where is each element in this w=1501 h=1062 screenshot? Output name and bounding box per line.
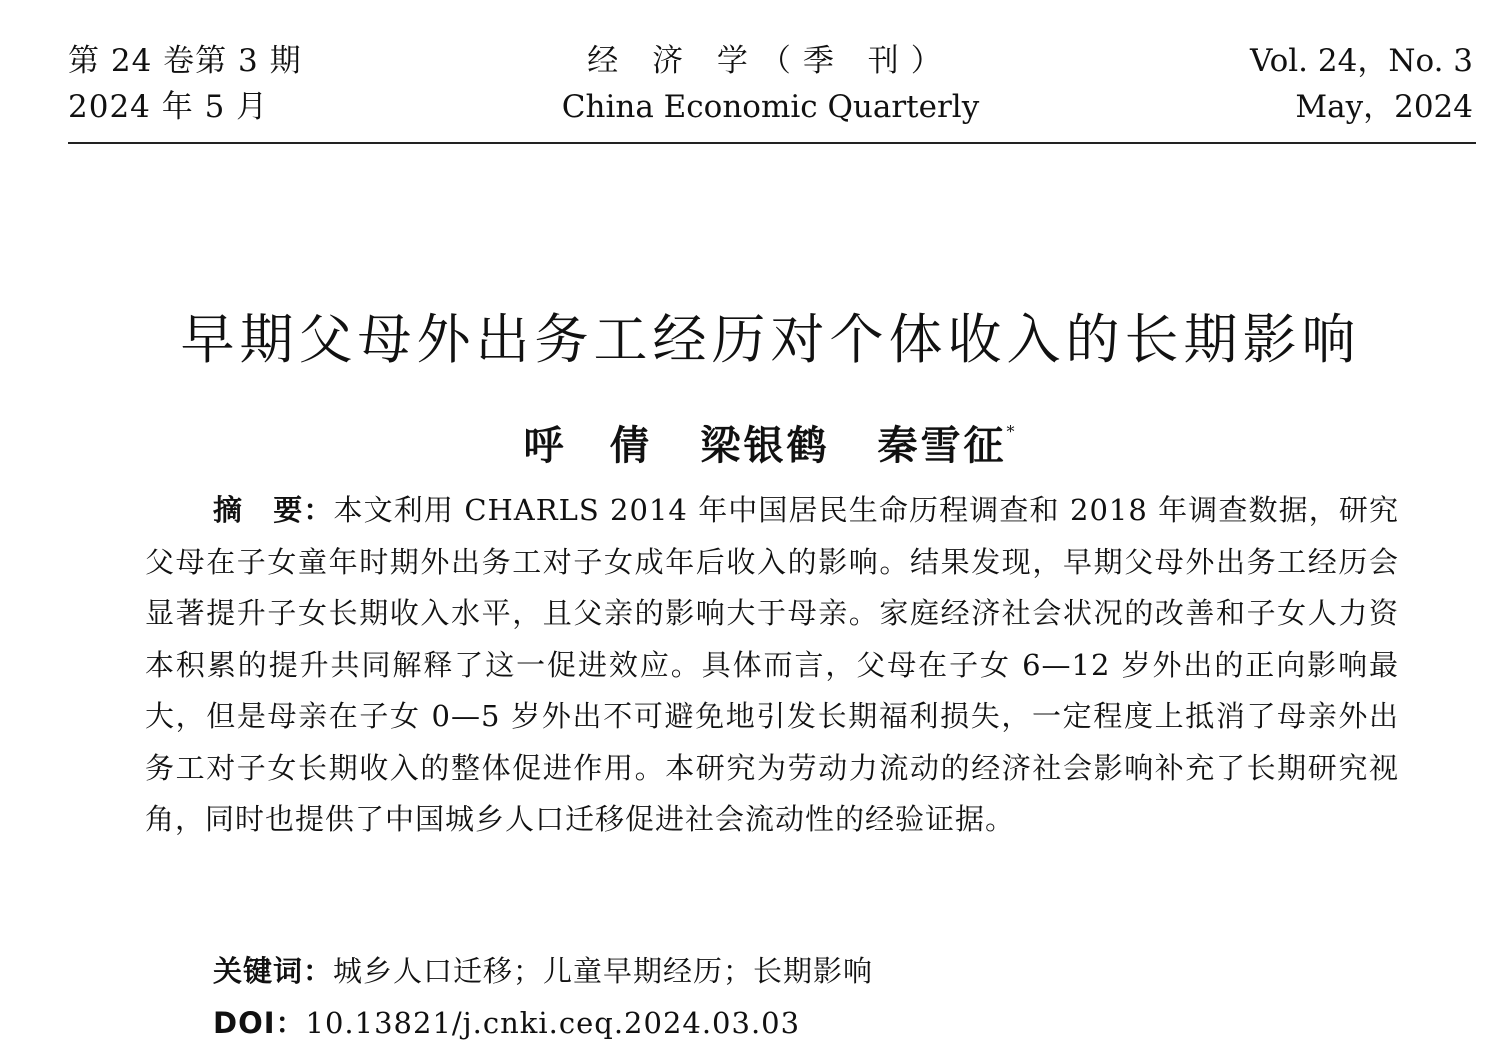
- abstract-text: 本文利用 CHARLS 2014 年中国居民生命历程调查和 2018 年调查数据，研究父母在子女童年时期外出务工对子女成年后收入的影响。结果发现，早期父母外出务工经历会显著提升子女长期收入水平，且父亲的影响大于母亲。家庭经济社会状况的改善和子女人力资本积累的提升共同解释了这一促进效应。具体而言，父母在子女 6—12 岁外出的正向影响最大，但是母亲在子女 0—5 岁外出不可避免地引发长期福利损失，一定程度上抵消了母亲外出务工对子女长期收入的整体促进作用。本研究为劳动力流动的经济社会影响补充了长期研究视角，同时也提供了中国城乡人口迁移促进社会流动性的经验证据。: [145, 493, 1399, 836]
- header-rule: [68, 142, 1476, 144]
- doi-text: 10.13821/j.cnki.ceq.2024.03.03: [305, 1006, 801, 1040]
- author-3: 秦雪征: [877, 422, 1007, 469]
- volume-issue-cn: 第 24 卷第 3 期: [68, 43, 302, 79]
- doi-label: DOI：: [213, 1006, 306, 1040]
- abstract-label: 摘 要：: [213, 493, 334, 527]
- keywords-label: 关键词：: [213, 954, 334, 988]
- author-list: [0, 404, 1501, 474]
- article-title: 早期父母外出务工经历对个体收入的长期影响: [180, 308, 1361, 372]
- journal-name-cn: 经 济 学（季 刊）: [587, 43, 954, 79]
- keywords-text: 城乡人口迁移；儿童早期经历；长期影响: [333, 954, 874, 988]
- date-en: May，2024: [1295, 89, 1473, 125]
- keywords: [213, 946, 873, 996]
- author-1: 呼 倩: [523, 422, 653, 469]
- header-right: [1250, 38, 1473, 130]
- author-footnote-mark: *: [1006, 422, 1018, 441]
- date-cn: 2024 年 5 月: [68, 89, 269, 125]
- volume-issue-en: Vol. 24，No. 3: [1250, 43, 1473, 79]
- author-2: 梁银鹤: [700, 422, 830, 469]
- doi: [213, 998, 800, 1048]
- abstract: [145, 485, 1399, 846]
- journal-name-en: China Economic Quarterly: [561, 89, 980, 125]
